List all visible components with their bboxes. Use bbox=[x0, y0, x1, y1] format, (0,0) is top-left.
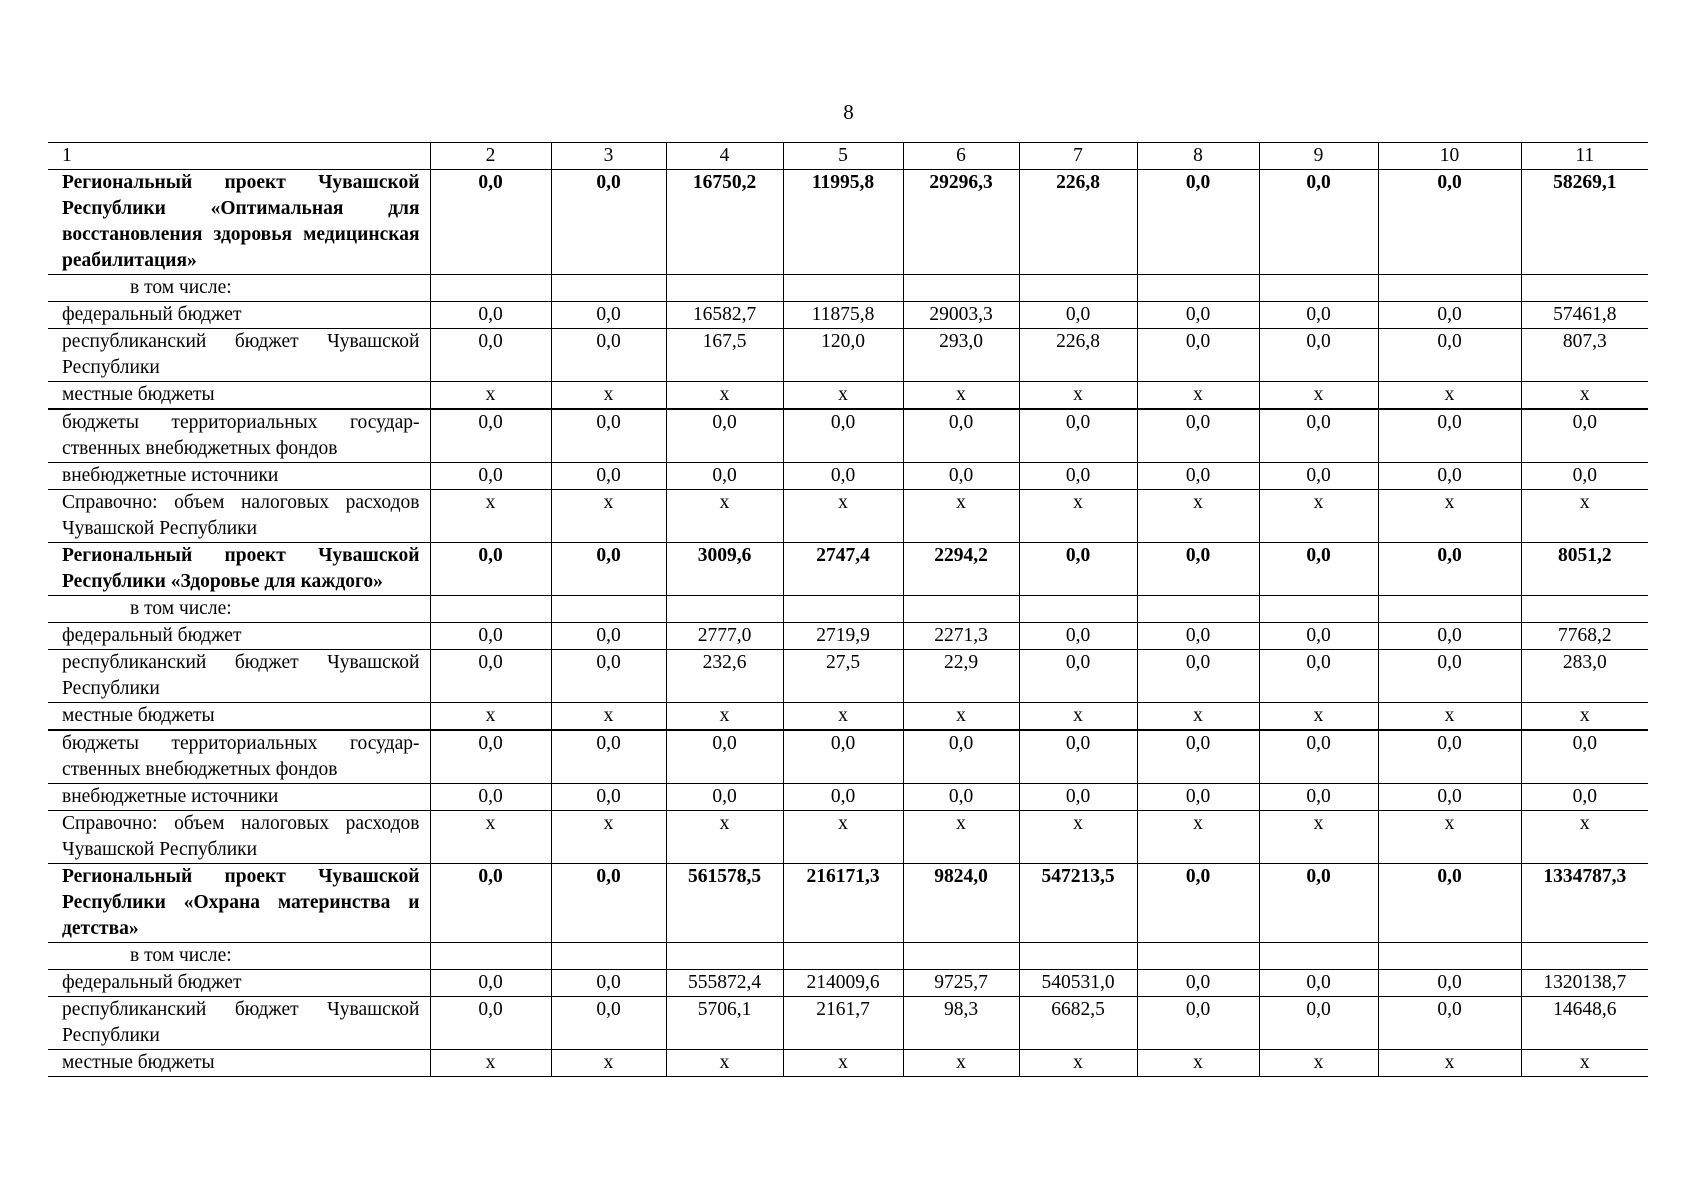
table-cell: 11995,8 bbox=[783, 170, 903, 275]
table-cell: 0,0 bbox=[430, 170, 551, 275]
table-cell: 807,3 bbox=[1521, 329, 1648, 382]
table-cell: 0,0 bbox=[903, 409, 1019, 463]
table-cell: 0,0 bbox=[1378, 329, 1521, 382]
table-cell: 2719,9 bbox=[783, 623, 903, 650]
table-cell: x bbox=[783, 811, 903, 864]
table-cell: 0,0 bbox=[1137, 784, 1259, 811]
table-cell: 0,0 bbox=[1019, 650, 1137, 703]
table-cell: 0,0 bbox=[1378, 650, 1521, 703]
table-cell: 27,5 bbox=[783, 650, 903, 703]
table-cell: x bbox=[783, 382, 903, 410]
column-header-3: 3 bbox=[551, 143, 666, 170]
table-row bbox=[48, 329, 1648, 382]
table-cell bbox=[1378, 596, 1521, 623]
table-cell: 0,0 bbox=[1019, 730, 1137, 784]
table-cell: 0,0 bbox=[1378, 463, 1521, 490]
table-cell: x bbox=[430, 1050, 551, 1077]
table-cell: x bbox=[1378, 490, 1521, 543]
table-cell: 0,0 bbox=[430, 864, 551, 943]
table-cell bbox=[1521, 275, 1648, 302]
table-cell bbox=[783, 275, 903, 302]
table-cell: x bbox=[1521, 703, 1648, 731]
table-cell: x bbox=[1019, 811, 1137, 864]
table-cell: 0,0 bbox=[551, 463, 666, 490]
table-cell: 0,0 bbox=[783, 409, 903, 463]
table-cell bbox=[551, 943, 666, 970]
table-cell: 0,0 bbox=[1521, 463, 1648, 490]
table-cell: 29296,3 bbox=[903, 170, 1019, 275]
table-cell: 0,0 bbox=[1378, 543, 1521, 596]
column-header-7: 7 bbox=[1019, 143, 1137, 170]
table-cell: 214009,6 bbox=[783, 970, 903, 997]
table-cell: 232,6 bbox=[666, 650, 783, 703]
table-cell: x bbox=[903, 1050, 1019, 1077]
table-cell: 0,0 bbox=[1137, 409, 1259, 463]
row-label: республиканский бюджет Чувашской Республики bbox=[48, 650, 430, 703]
table-cell: 2294,2 bbox=[903, 543, 1019, 596]
table-row bbox=[48, 463, 1648, 490]
table-cell: x bbox=[903, 382, 1019, 410]
table-cell: x bbox=[1137, 811, 1259, 864]
table-cell: 0,0 bbox=[903, 463, 1019, 490]
table-cell: x bbox=[430, 811, 551, 864]
table-cell bbox=[903, 596, 1019, 623]
table-cell: 547213,5 bbox=[1019, 864, 1137, 943]
table-cell: x bbox=[1259, 382, 1378, 410]
row-label: федеральный бюджет bbox=[48, 623, 430, 650]
row-label: внебюджетные источники bbox=[48, 784, 430, 811]
table-cell bbox=[430, 596, 551, 623]
table-cell bbox=[1137, 943, 1259, 970]
row-label: республиканский бюджет Чувашской Республики bbox=[48, 997, 430, 1050]
row-label: Региональный проект Чувашской Республики «Здоровье для каждого» bbox=[48, 543, 430, 596]
table-cell: 0,0 bbox=[783, 784, 903, 811]
table-cell: 57461,8 bbox=[1521, 302, 1648, 329]
table-cell: 0,0 bbox=[1378, 970, 1521, 997]
table-cell: 8051,2 bbox=[1521, 543, 1648, 596]
table-cell: 0,0 bbox=[1137, 329, 1259, 382]
table-cell: 0,0 bbox=[1378, 302, 1521, 329]
table-cell: x bbox=[783, 1050, 903, 1077]
table-cell: x bbox=[666, 382, 783, 410]
table-cell bbox=[430, 275, 551, 302]
table-cell: x bbox=[1137, 490, 1259, 543]
table-cell: x bbox=[1137, 382, 1259, 410]
table-cell: 0,0 bbox=[1521, 784, 1648, 811]
table-cell: x bbox=[1378, 703, 1521, 731]
table-cell: 0,0 bbox=[666, 463, 783, 490]
table-cell: 0,0 bbox=[1137, 997, 1259, 1050]
table-cell: 0,0 bbox=[430, 997, 551, 1050]
row-label: бюджеты территориальных государственных внебюджетных фондов bbox=[48, 409, 430, 463]
table-cell: 0,0 bbox=[1019, 409, 1137, 463]
table-cell: x bbox=[903, 811, 1019, 864]
table-cell: x bbox=[1259, 1050, 1378, 1077]
table-cell: 0,0 bbox=[1378, 997, 1521, 1050]
table-row bbox=[48, 730, 1648, 784]
table-cell: x bbox=[1259, 490, 1378, 543]
table-cell: 0,0 bbox=[1137, 623, 1259, 650]
table-cell bbox=[1259, 275, 1378, 302]
budget-table bbox=[48, 142, 1648, 1077]
table-cell: 283,0 bbox=[1521, 650, 1648, 703]
table-cell: 0,0 bbox=[1259, 864, 1378, 943]
table-cell: 0,0 bbox=[1137, 864, 1259, 943]
table-cell: 0,0 bbox=[430, 730, 551, 784]
table-cell: 0,0 bbox=[430, 970, 551, 997]
table-cell: 120,0 bbox=[783, 329, 903, 382]
table-cell: x bbox=[903, 490, 1019, 543]
table-cell: 561578,5 bbox=[666, 864, 783, 943]
table-cell: x bbox=[1019, 1050, 1137, 1077]
table-cell: 0,0 bbox=[1019, 784, 1137, 811]
table-row bbox=[48, 650, 1648, 703]
table-cell bbox=[783, 596, 903, 623]
table-cell: 0,0 bbox=[1019, 463, 1137, 490]
table-cell: 9725,7 bbox=[903, 970, 1019, 997]
table-cell: 0,0 bbox=[1137, 543, 1259, 596]
table-cell: 7768,2 bbox=[1521, 623, 1648, 650]
table-cell: 0,0 bbox=[1137, 970, 1259, 997]
table-cell: 555872,4 bbox=[666, 970, 783, 997]
table-cell: 0,0 bbox=[1259, 623, 1378, 650]
table-cell bbox=[1259, 596, 1378, 623]
table-cell bbox=[1019, 596, 1137, 623]
table-cell: x bbox=[551, 703, 666, 731]
table-cell: 0,0 bbox=[1521, 730, 1648, 784]
table-cell: 216171,3 bbox=[783, 864, 903, 943]
row-label: федеральный бюджет bbox=[48, 302, 430, 329]
table-cell: 0,0 bbox=[666, 409, 783, 463]
table-row bbox=[48, 784, 1648, 811]
table-cell: x bbox=[1019, 490, 1137, 543]
row-label: в том числе: bbox=[48, 943, 430, 970]
table-cell: 0,0 bbox=[551, 650, 666, 703]
table-cell: 14648,6 bbox=[1521, 997, 1648, 1050]
row-label: Справочно: объем налоговых расходов Чувашской Республики bbox=[48, 811, 430, 864]
table-cell: x bbox=[1137, 1050, 1259, 1077]
column-header-6: 6 bbox=[903, 143, 1019, 170]
table-cell: 2271,3 bbox=[903, 623, 1019, 650]
table-cell: 0,0 bbox=[1378, 864, 1521, 943]
table-cell: 29003,3 bbox=[903, 302, 1019, 329]
table-cell: 0,0 bbox=[1521, 409, 1648, 463]
table-cell: x bbox=[1378, 811, 1521, 864]
table-cell bbox=[551, 275, 666, 302]
table-row bbox=[48, 596, 1648, 623]
table-cell: 0,0 bbox=[1259, 970, 1378, 997]
table-row bbox=[48, 970, 1648, 997]
table-row bbox=[48, 997, 1648, 1050]
table-cell: 226,8 bbox=[1019, 170, 1137, 275]
table-cell: 0,0 bbox=[783, 730, 903, 784]
column-header-11: 11 bbox=[1521, 143, 1648, 170]
table-cell bbox=[783, 943, 903, 970]
table-row bbox=[48, 543, 1648, 596]
table-cell: 0,0 bbox=[1137, 730, 1259, 784]
table-cell: x bbox=[666, 490, 783, 543]
table-cell: 167,5 bbox=[666, 329, 783, 382]
table-cell: 1320138,7 bbox=[1521, 970, 1648, 997]
row-label: местные бюджеты bbox=[48, 703, 430, 731]
column-header-8: 8 bbox=[1137, 143, 1259, 170]
table-cell: x bbox=[430, 490, 551, 543]
table-cell: 0,0 bbox=[1259, 784, 1378, 811]
table-cell: x bbox=[430, 703, 551, 731]
table-cell: 0,0 bbox=[551, 784, 666, 811]
table-cell bbox=[1521, 596, 1648, 623]
table-cell: 16582,7 bbox=[666, 302, 783, 329]
table-cell: 16750,2 bbox=[666, 170, 783, 275]
table-cell: 540531,0 bbox=[1019, 970, 1137, 997]
table-cell bbox=[666, 943, 783, 970]
table-row bbox=[48, 943, 1648, 970]
table-cell: 0,0 bbox=[1259, 650, 1378, 703]
table-cell: 0,0 bbox=[551, 543, 666, 596]
column-header-2: 2 bbox=[430, 143, 551, 170]
row-label: местные бюджеты bbox=[48, 382, 430, 410]
table-cell: 293,0 bbox=[903, 329, 1019, 382]
table-cell: 0,0 bbox=[903, 730, 1019, 784]
table-cell bbox=[1259, 943, 1378, 970]
table-cell bbox=[551, 596, 666, 623]
row-label: в том числе: bbox=[48, 596, 430, 623]
table-cell: 0,0 bbox=[430, 409, 551, 463]
table-row bbox=[48, 275, 1648, 302]
table-cell: 0,0 bbox=[1137, 170, 1259, 275]
table-row bbox=[48, 170, 1648, 275]
table-cell bbox=[1378, 943, 1521, 970]
table-cell: 3009,6 bbox=[666, 543, 783, 596]
row-label: бюджеты территориальных государственных внебюджетных фондов bbox=[48, 730, 430, 784]
table-cell bbox=[666, 275, 783, 302]
table-cell: x bbox=[1259, 811, 1378, 864]
table-cell: 0,0 bbox=[1259, 170, 1378, 275]
table-cell bbox=[1378, 275, 1521, 302]
table-cell: x bbox=[1137, 703, 1259, 731]
table-cell bbox=[666, 596, 783, 623]
table-cell: 5706,1 bbox=[666, 997, 783, 1050]
table-cell: x bbox=[551, 382, 666, 410]
table-row bbox=[48, 302, 1648, 329]
table-cell: 0,0 bbox=[551, 302, 666, 329]
table-cell: 226,8 bbox=[1019, 329, 1137, 382]
column-header-1: 1 bbox=[48, 143, 430, 170]
column-header-4: 4 bbox=[666, 143, 783, 170]
table-cell: 0,0 bbox=[430, 543, 551, 596]
row-label: Региональный проект Чувашской Республики «Охрана материнства и детства» bbox=[48, 864, 430, 943]
table-cell bbox=[1521, 943, 1648, 970]
table-cell bbox=[430, 943, 551, 970]
table-cell: x bbox=[666, 811, 783, 864]
table-cell: 0,0 bbox=[551, 170, 666, 275]
table-cell: 1334787,3 bbox=[1521, 864, 1648, 943]
table-cell: x bbox=[1378, 382, 1521, 410]
table-cell bbox=[1137, 275, 1259, 302]
table-cell: 0,0 bbox=[551, 409, 666, 463]
table-cell: 2777,0 bbox=[666, 623, 783, 650]
table-cell: x bbox=[551, 1050, 666, 1077]
table-cell: x bbox=[666, 1050, 783, 1077]
table-cell: 0,0 bbox=[551, 864, 666, 943]
header-row bbox=[48, 143, 1648, 170]
table-cell: 0,0 bbox=[1019, 623, 1137, 650]
table-cell bbox=[1137, 596, 1259, 623]
table-cell: 58269,1 bbox=[1521, 170, 1648, 275]
table-cell: 0,0 bbox=[1259, 463, 1378, 490]
column-header-9: 9 bbox=[1259, 143, 1378, 170]
table-row bbox=[48, 409, 1648, 463]
page-number: 8 bbox=[843, 100, 854, 124]
table-cell: x bbox=[1378, 1050, 1521, 1077]
table-cell: x bbox=[1521, 490, 1648, 543]
table-cell: 0,0 bbox=[1137, 650, 1259, 703]
table-cell: 0,0 bbox=[1259, 302, 1378, 329]
table-cell: x bbox=[1019, 703, 1137, 731]
table-cell: 0,0 bbox=[903, 784, 1019, 811]
table-row bbox=[48, 382, 1648, 410]
row-label: Региональный проект Чувашской Республики «Оптимальная для восстановления здоровья медицинская реабилитация» bbox=[48, 170, 430, 275]
table-cell: 9824,0 bbox=[903, 864, 1019, 943]
table-cell: 0,0 bbox=[1259, 730, 1378, 784]
table-cell: 6682,5 bbox=[1019, 997, 1137, 1050]
table-cell: 2747,4 bbox=[783, 543, 903, 596]
table-cell: x bbox=[666, 703, 783, 731]
table-cell: x bbox=[783, 703, 903, 731]
table-row bbox=[48, 1050, 1648, 1077]
table-cell: x bbox=[551, 490, 666, 543]
table-cell bbox=[903, 943, 1019, 970]
table-row bbox=[48, 623, 1648, 650]
table-row bbox=[48, 490, 1648, 543]
table-cell bbox=[1019, 943, 1137, 970]
table-cell: 2161,7 bbox=[783, 997, 903, 1050]
table-cell: x bbox=[1521, 1050, 1648, 1077]
table-cell: x bbox=[1019, 382, 1137, 410]
table-cell: 0,0 bbox=[1378, 170, 1521, 275]
table-cell: x bbox=[1259, 703, 1378, 731]
table-cell: 22,9 bbox=[903, 650, 1019, 703]
table-cell: x bbox=[783, 490, 903, 543]
table-row bbox=[48, 864, 1648, 943]
table-cell: 0,0 bbox=[1259, 409, 1378, 463]
table-cell: 0,0 bbox=[551, 970, 666, 997]
table-cell: 0,0 bbox=[1019, 543, 1137, 596]
table-cell: 0,0 bbox=[551, 623, 666, 650]
column-header-5: 5 bbox=[783, 143, 903, 170]
table-cell: 98,3 bbox=[903, 997, 1019, 1050]
table-cell: 0,0 bbox=[430, 302, 551, 329]
table-cell: 0,0 bbox=[1378, 409, 1521, 463]
table-cell: 0,0 bbox=[1259, 997, 1378, 1050]
table-cell bbox=[903, 275, 1019, 302]
table-cell: 0,0 bbox=[1137, 302, 1259, 329]
table-cell: 0,0 bbox=[666, 784, 783, 811]
table-row bbox=[48, 703, 1648, 731]
table-cell: 0,0 bbox=[1378, 623, 1521, 650]
table-cell: x bbox=[903, 703, 1019, 731]
table-cell: 0,0 bbox=[1259, 329, 1378, 382]
row-label: федеральный бюджет bbox=[48, 970, 430, 997]
row-label: Справочно: объем налоговых расходов Чувашской Республики bbox=[48, 490, 430, 543]
table-cell: 0,0 bbox=[1137, 463, 1259, 490]
row-label: в том числе: bbox=[48, 275, 430, 302]
table-cell: 0,0 bbox=[1378, 730, 1521, 784]
table-cell: x bbox=[1521, 382, 1648, 410]
table-cell: 0,0 bbox=[783, 463, 903, 490]
table-cell: 0,0 bbox=[430, 463, 551, 490]
table-cell: 0,0 bbox=[430, 650, 551, 703]
table-cell: 0,0 bbox=[430, 329, 551, 382]
table-cell: 0,0 bbox=[666, 730, 783, 784]
table-cell: 0,0 bbox=[430, 623, 551, 650]
table-cell: 0,0 bbox=[1259, 543, 1378, 596]
row-label: республиканский бюджет Чувашской Республики bbox=[48, 329, 430, 382]
table-cell: 11875,8 bbox=[783, 302, 903, 329]
table-cell: x bbox=[430, 382, 551, 410]
table-cell: x bbox=[551, 811, 666, 864]
table-cell: 0,0 bbox=[430, 784, 551, 811]
row-label: местные бюджеты bbox=[48, 1050, 430, 1077]
table-cell: x bbox=[1521, 811, 1648, 864]
table-cell: 0,0 bbox=[551, 730, 666, 784]
table-row bbox=[48, 811, 1648, 864]
table-cell bbox=[1019, 275, 1137, 302]
table-cell: 0,0 bbox=[1378, 784, 1521, 811]
table-cell: 0,0 bbox=[1019, 302, 1137, 329]
table-cell: 0,0 bbox=[551, 329, 666, 382]
table-cell: 0,0 bbox=[551, 997, 666, 1050]
column-header-10: 10 bbox=[1378, 143, 1521, 170]
row-label: внебюджетные источники bbox=[48, 463, 430, 490]
